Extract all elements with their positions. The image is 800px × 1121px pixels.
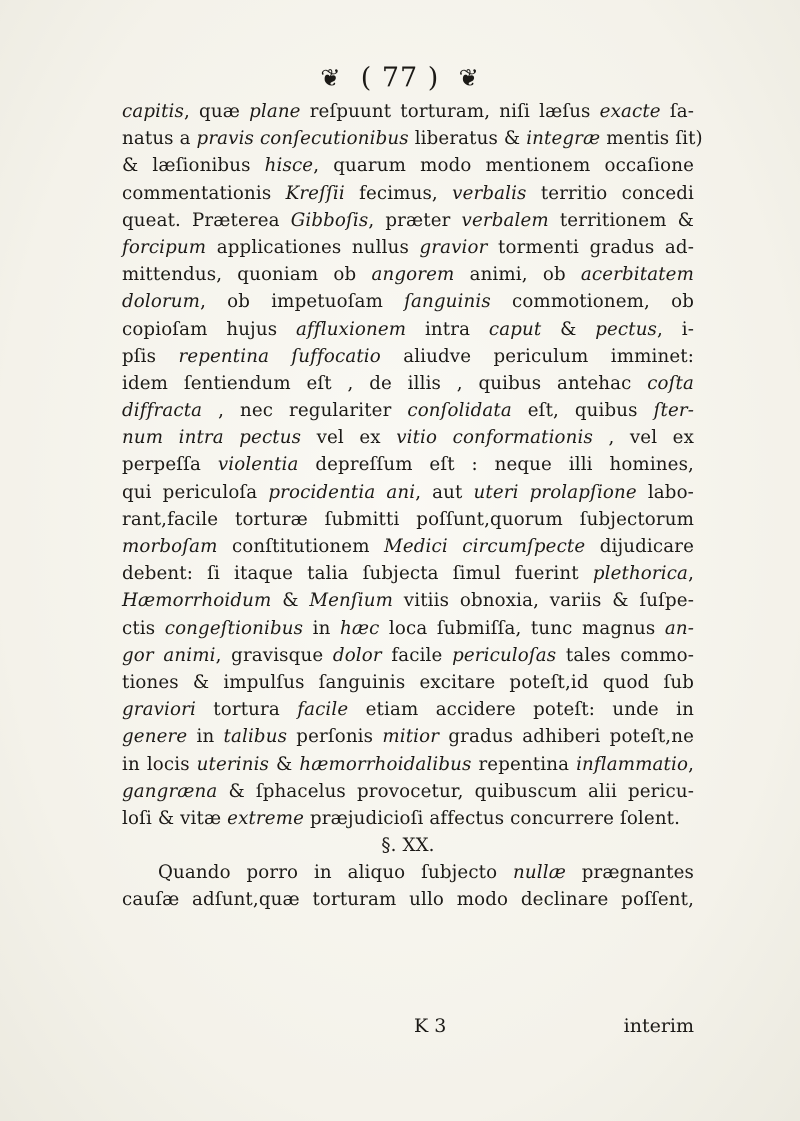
text-line: §. XX.	[381, 835, 435, 857]
text-line: qui periculoſa procidentia ani, aut uteri prolapſione labo-	[122, 481, 694, 503]
text-line: copioſam hujus affluxionem intra caput & pectus, i-	[122, 318, 695, 340]
text-line: tiones & impulſus ſanguinis excitare poteſt,id quod ſub	[122, 671, 694, 693]
catchword: interim	[623, 1015, 694, 1037]
text-line: mittendus, quoniam ob angorem animi, ob acerbitatem	[122, 264, 694, 286]
ornament-right-icon: ❦	[458, 64, 480, 92]
text-line: idem ſentiendum eſt , de illis , quibus antehac coſta	[122, 372, 694, 394]
page-number: ( 77 )	[360, 62, 440, 94]
text-line: Hæmorrhoidum & Menſium vitiis obnoxia, variis & ſuſpe-	[122, 590, 694, 612]
text-line: forcipum applicationes nullus gravior tormenti gradus ad-	[122, 236, 694, 258]
text-line: ctis congeſtionibus in hæc loca ſubmiſſa, tunc magnus an-	[122, 617, 694, 639]
text-line: Quando porro in aliquo ſubjecto nullæ prægnantes	[158, 862, 694, 884]
text-line: dolorum, ob impetuoſam ſanguinis commotionem, ob	[122, 291, 694, 313]
text-line: & læſionibus hisce, quarum modo mentionem occaſione	[122, 155, 694, 177]
text-line: gor animi, gravisque dolor facile periculoſas tales commo-	[122, 644, 694, 666]
text-line: genere in talibus perſonis mitior gradus adhiberi poteſt,ne	[122, 726, 694, 748]
text-line: diffracta , nec regulariter conſolidata eſt, quibus ſter-	[122, 400, 695, 422]
page-header	[0, 62, 800, 94]
text-line: capitis, quæ plane reſpuunt torturam, niſi læſus exacte ſa-	[122, 101, 694, 122]
text-line: pſis repentina ſuffocatio aliudve periculum imminet:	[122, 345, 694, 367]
text-line: natus a pravis conſecutionibus liberatus & integræ mentis ſit)	[122, 128, 703, 150]
text-line: rant,facile torturæ ſubmitti poſſunt,quorum ſubjectorum	[122, 508, 694, 530]
page-footer	[122, 1015, 694, 1043]
text-line: in locis uterinis & hæmorrhoidalibus repentina inflammatio,	[122, 753, 694, 775]
text-line: gangræna & ſphacelus provocetur, quibuscum alii pericu-	[122, 780, 694, 802]
ornament-left-icon: ❦	[320, 64, 342, 92]
text-line: commentationis Kreſſii fecimus, verbalis territio concedi	[122, 182, 694, 204]
text-line: graviori tortura facile etiam accidere poteſt: unde in	[122, 699, 694, 721]
text-line: cauſæ adſunt,quæ torturam ullo modo declinare poſſent,	[122, 889, 694, 911]
text-line: num intra pectus vel ex vitio conformationis , vel ex	[122, 427, 695, 449]
text-line: perpeſſa violentia depreſſum eſt : neque illi homines,	[122, 454, 694, 476]
text-line: debent: ſi itaque talia ſubjecta ſimul fuerint plethorica,	[122, 563, 694, 585]
signature-mark: K 3	[414, 1015, 447, 1037]
text-line: queat. Præterea Gibboſis, præter verbalem territionem &	[122, 209, 694, 231]
text-line: loſi & vitæ extreme præjudicioſi affectus concurrere ſolent.	[122, 807, 681, 829]
body-text	[122, 98, 703, 914]
text-line: morboſam conſtitutionem Medici circumſpecte dijudicare	[122, 536, 694, 557]
